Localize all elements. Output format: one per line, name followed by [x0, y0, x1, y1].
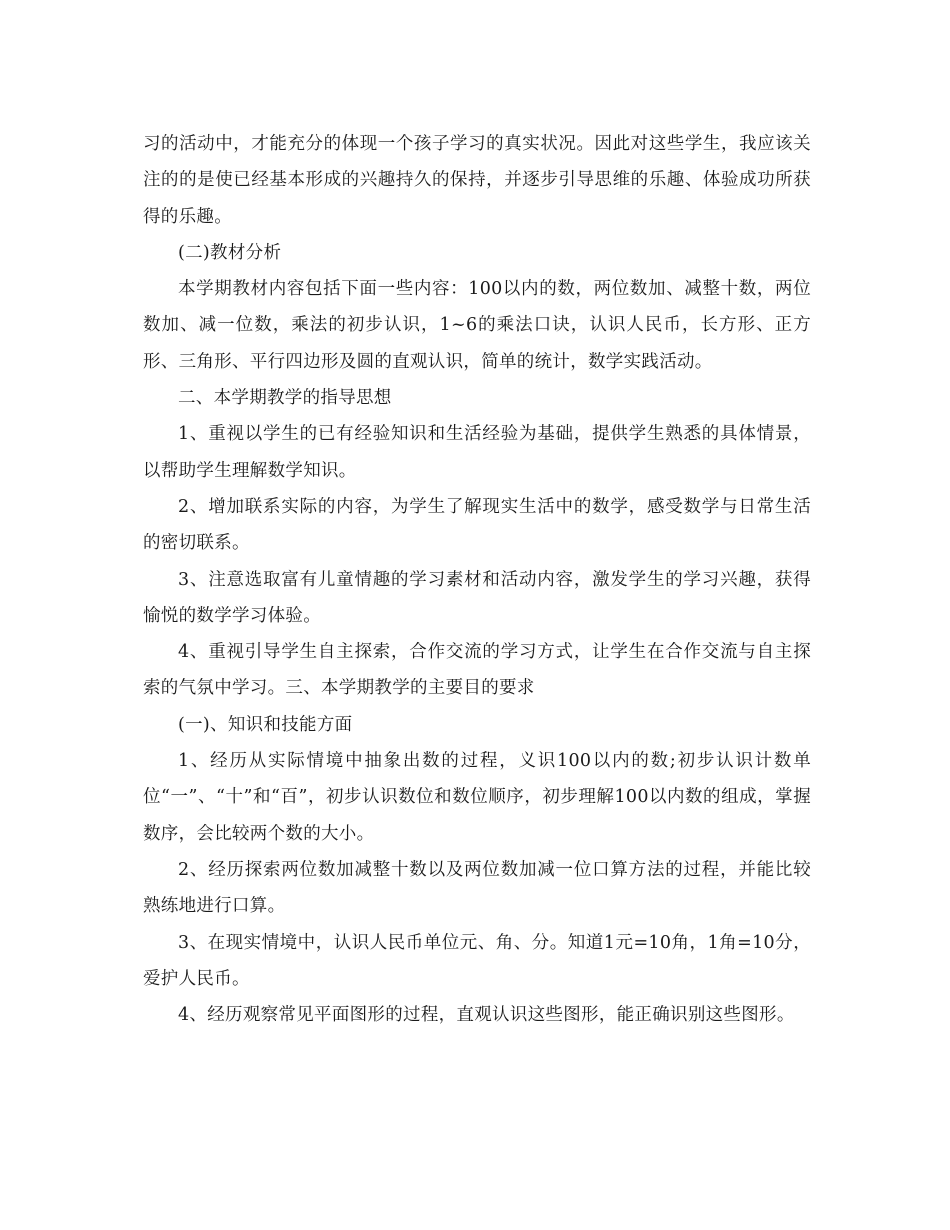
paragraph-knowledge-item-1: 1、经历从实际情境中抽象出数的过程，义识100以内的数;初步认识计数单位“一”、“十”和“百”，初步认识数位和数位顺序，初步理解100以内数的组成，掌握数序，会比较两个数的大小。	[143, 751, 811, 844]
paragraph-guiding-item-3: 3、注意选取富有儿童情趣的学习素材和活动内容，激发学生的学习兴趣，获得愉悦的数学学习体验。	[143, 569, 811, 626]
paragraph-continuation: 习的活动中，才能充分的体现一个孩子学习的真实状况。因此对这些学生，我应该关注的的是使已经基本形成的兴趣持久的保持，并逐步引导思维的乐趣、体验成功所获得的乐趣。	[143, 134, 811, 227]
paragraph-textbook-content: 本学期教材内容包括下面一些内容：100以内的数，两位数加、减整十数，两位数加、减一位数，乘法的初步认识，1~6的乘法口诀，认识人民币，长方形、正方形、三角形、平行四边形及圆的直观认识，简单的统计，数学实践活动。	[143, 279, 811, 372]
paragraph-guiding-item-2: 2、增加联系实际的内容，为学生了解现实生活中的数学，感受数学与日常生活的密切联系。	[143, 496, 811, 554]
paragraph-knowledge-item-3: 3、在现实情境中，认识人民币单位元、角、分。知道1元=10角，1角=10分，爱护人民币。	[143, 932, 811, 989]
paragraph-knowledge-item-2: 2、经历探索两位数加减整十数以及两位数加减一位口算方法的过程，并能比较熟练地进行口算。	[143, 859, 811, 917]
paragraph-guiding-item-1: 1、重视以学生的已有经验知识和生活经验为基础，提供学生熟悉的具体情景，以帮助学生理解数学知识。	[143, 424, 811, 481]
section-heading-knowledge-skills: (一)、知识和技能方面	[178, 714, 353, 735]
document-body	[143, 126, 811, 1033]
section-heading-textbook-analysis: (二)教材分析	[178, 242, 282, 263]
paragraph-knowledge-item-4: 4、经历观察常见平面图形的过程，直观认识这些图形，能正确识别这些图形。	[178, 1005, 795, 1026]
paragraph-guiding-item-4: 4、重视引导学生自主探索，合作交流的学习方式，让学生在合作交流与自主探索的气氛中学习。三、本学期教学的主要目的要求	[143, 642, 811, 699]
section-heading-guiding-thought: 二、本学期教学的指导思想	[178, 388, 392, 409]
